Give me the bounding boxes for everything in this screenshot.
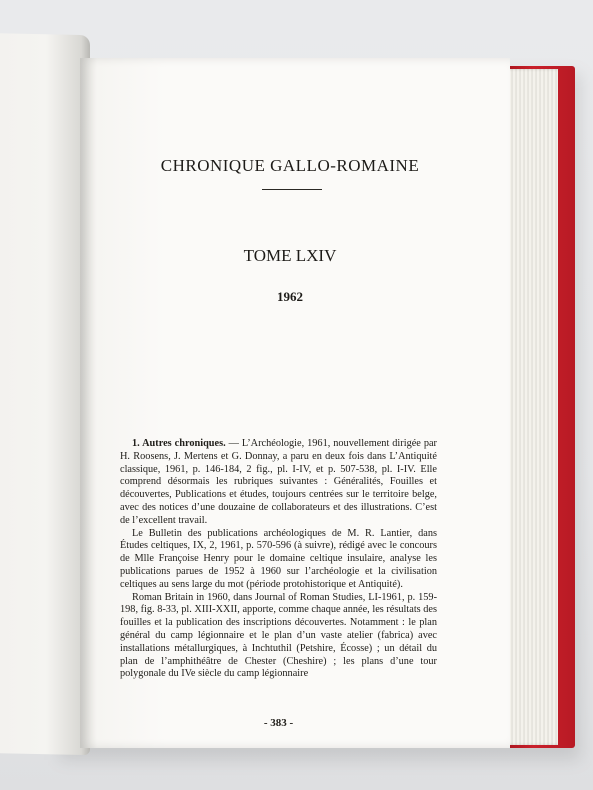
paragraph-1 bbox=[120, 438, 437, 528]
body-text bbox=[120, 438, 437, 681]
paragraph-text: — L’Archéologie, 1961, nouvellement dirigée par H. Roosens, J. Mertens et G. Donnay, a paru en deux fois dans L’Antiquité classique, 1961, p. 146-184, 2 fig., pl. I-IV, et p. 507-538, pl. I-IV. Elle comprend désormais les rubriques suivantes : Généralités, Fouilles et découvertes, Publications et études, toujours centrées sur le territoire belge, avec des notices d’une douzaine de collaborateurs et des illustrations. C’est de l’excellent travail. bbox=[120, 438, 437, 526]
paragraph-2 bbox=[120, 528, 437, 592]
left-page bbox=[0, 33, 90, 755]
year-heading: 1962 bbox=[277, 289, 303, 304]
title-rule bbox=[262, 189, 322, 190]
page-edges bbox=[505, 69, 558, 745]
chronicle-title: CHRONIQUE GALLO-ROMAINE bbox=[160, 156, 420, 175]
paragraph-lead: 1. Autres chroniques. bbox=[132, 438, 226, 449]
volume-heading: TOME LXIV bbox=[243, 246, 337, 265]
paragraph-3 bbox=[120, 592, 437, 682]
paragraph-text: Roman Britain in 1960, dans Journal of Roman Studies, LI-1961, p. 159-198, fig. 8-33, pl. XIII-XXII, apporte, comme chaque année, les résultats des fouilles et la publication des inscriptions découvertes. Notamment : le plan général du camp légionnaire et le plan d’un vaste atelier (fabrica) avec installations métallurgiques, à Inchtuthil (Petshire, Écosse) ; un détail du plan de l’amphithéâtre de Chester (Cheshire) ; les plans d’une tour polygonale du IVe siècle du camp légionnaire bbox=[120, 591, 437, 680]
page-number: - 383 - bbox=[263, 717, 294, 729]
paragraph-text: Le Bulletin des publications archéologiques de M. R. Lantier, dans Études celtiques, IX, 2, 1961, p. 570-596 (à suivre), rédigé avec le concours de Mlle Françoise Henry pour le domaine celtique insulaire, analyse les publications parues de 1952 à 1960 sur l’archéologie et la civilisation celtiques au sens large du mot (période protohistorique et Antiquité). bbox=[120, 527, 437, 590]
